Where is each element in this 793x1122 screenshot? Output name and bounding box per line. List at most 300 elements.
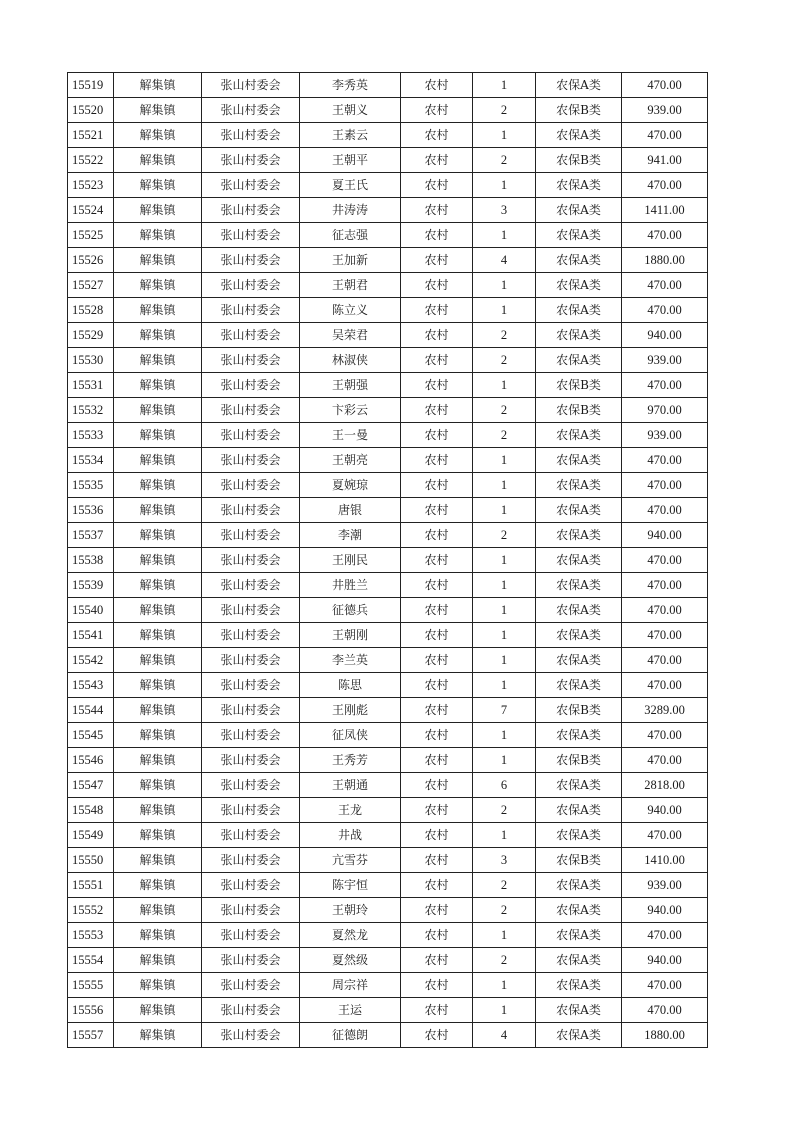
area-cell: 农村 — [401, 173, 473, 198]
insurance-type-cell: 农保A类 — [536, 198, 622, 223]
table-row — [68, 373, 708, 398]
insurance-type-cell: 农保A类 — [536, 798, 622, 823]
amount-cell: 470.00 — [622, 598, 708, 623]
count-cell: 1 — [473, 648, 536, 673]
table-row — [68, 398, 708, 423]
village-cell: 张山村委会 — [202, 998, 300, 1023]
record-id-cell: 15551 — [68, 873, 114, 898]
village-cell: 张山村委会 — [202, 548, 300, 573]
village-cell: 张山村委会 — [202, 223, 300, 248]
record-id-cell: 15526 — [68, 248, 114, 273]
village-cell: 张山村委会 — [202, 148, 300, 173]
insurance-type-cell: 农保A类 — [536, 923, 622, 948]
village-cell: 张山村委会 — [202, 973, 300, 998]
insurance-type-cell: 农保A类 — [536, 873, 622, 898]
name-cell: 王加新 — [300, 248, 401, 273]
name-cell: 吴荣君 — [300, 323, 401, 348]
amount-cell: 470.00 — [622, 923, 708, 948]
count-cell: 4 — [473, 248, 536, 273]
record-id-cell: 15524 — [68, 198, 114, 223]
count-cell: 2 — [473, 98, 536, 123]
town-cell: 解集镇 — [114, 648, 202, 673]
name-cell: 夏王氏 — [300, 173, 401, 198]
insurance-type-cell: 农保A类 — [536, 898, 622, 923]
count-cell: 7 — [473, 698, 536, 723]
area-cell: 农村 — [401, 298, 473, 323]
count-cell: 1 — [473, 373, 536, 398]
insurance-type-cell: 农保A类 — [536, 223, 622, 248]
amount-cell: 470.00 — [622, 973, 708, 998]
name-cell: 周宗祥 — [300, 973, 401, 998]
town-cell: 解集镇 — [114, 98, 202, 123]
village-cell: 张山村委会 — [202, 1023, 300, 1048]
village-cell: 张山村委会 — [202, 498, 300, 523]
insurance-type-cell: 农保A类 — [536, 173, 622, 198]
record-id-cell: 15523 — [68, 173, 114, 198]
record-id-cell: 15519 — [68, 73, 114, 98]
table-row — [68, 73, 708, 98]
name-cell: 井胜兰 — [300, 573, 401, 598]
table-row — [68, 798, 708, 823]
record-id-cell: 15533 — [68, 423, 114, 448]
area-cell: 农村 — [401, 723, 473, 748]
insurance-type-cell: 农保B类 — [536, 698, 622, 723]
name-cell: 征志强 — [300, 223, 401, 248]
count-cell: 1 — [473, 923, 536, 948]
village-cell: 张山村委会 — [202, 848, 300, 873]
count-cell: 2 — [473, 348, 536, 373]
record-id-cell: 15540 — [68, 598, 114, 623]
amount-cell: 470.00 — [622, 723, 708, 748]
table-row — [68, 973, 708, 998]
count-cell: 1 — [473, 173, 536, 198]
name-cell: 王朝通 — [300, 773, 401, 798]
town-cell: 解集镇 — [114, 73, 202, 98]
name-cell: 夏婉琼 — [300, 473, 401, 498]
village-cell: 张山村委会 — [202, 298, 300, 323]
table-row — [68, 948, 708, 973]
area-cell: 农村 — [401, 548, 473, 573]
amount-cell: 470.00 — [622, 573, 708, 598]
village-cell: 张山村委会 — [202, 348, 300, 373]
town-cell: 解集镇 — [114, 623, 202, 648]
name-cell: 夏然龙 — [300, 923, 401, 948]
insurance-type-cell: 农保A类 — [536, 273, 622, 298]
amount-cell: 470.00 — [622, 223, 708, 248]
count-cell: 1 — [473, 548, 536, 573]
town-cell: 解集镇 — [114, 673, 202, 698]
amount-cell: 940.00 — [622, 948, 708, 973]
count-cell: 1 — [473, 823, 536, 848]
name-cell: 亢雪芬 — [300, 848, 401, 873]
village-cell: 张山村委会 — [202, 273, 300, 298]
amount-cell: 470.00 — [622, 123, 708, 148]
name-cell: 征德兵 — [300, 598, 401, 623]
name-cell: 夏然级 — [300, 948, 401, 973]
name-cell: 卞彩云 — [300, 398, 401, 423]
village-cell: 张山村委会 — [202, 823, 300, 848]
village-cell: 张山村委会 — [202, 723, 300, 748]
area-cell: 农村 — [401, 648, 473, 673]
town-cell: 解集镇 — [114, 423, 202, 448]
table-row — [68, 598, 708, 623]
record-id-cell: 15529 — [68, 323, 114, 348]
area-cell: 农村 — [401, 698, 473, 723]
count-cell: 2 — [473, 948, 536, 973]
amount-cell: 470.00 — [622, 473, 708, 498]
village-cell: 张山村委会 — [202, 573, 300, 598]
insurance-type-cell: 农保A类 — [536, 948, 622, 973]
name-cell: 王龙 — [300, 798, 401, 823]
village-cell: 张山村委会 — [202, 673, 300, 698]
area-cell: 农村 — [401, 873, 473, 898]
count-cell: 2 — [473, 873, 536, 898]
town-cell: 解集镇 — [114, 248, 202, 273]
village-cell: 张山村委会 — [202, 698, 300, 723]
count-cell: 2 — [473, 898, 536, 923]
amount-cell: 470.00 — [622, 273, 708, 298]
count-cell: 1 — [473, 273, 536, 298]
area-cell: 农村 — [401, 398, 473, 423]
area-cell: 农村 — [401, 523, 473, 548]
name-cell: 井涛涛 — [300, 198, 401, 223]
insurance-type-cell: 农保A类 — [536, 298, 622, 323]
amount-cell: 470.00 — [622, 673, 708, 698]
area-cell: 农村 — [401, 223, 473, 248]
insurance-type-cell: 农保A类 — [536, 673, 622, 698]
name-cell: 王一曼 — [300, 423, 401, 448]
record-id-cell: 15527 — [68, 273, 114, 298]
village-cell: 张山村委会 — [202, 323, 300, 348]
beneficiary-table — [67, 72, 708, 1048]
count-cell: 1 — [473, 223, 536, 248]
area-cell: 农村 — [401, 123, 473, 148]
area-cell: 农村 — [401, 998, 473, 1023]
record-id-cell: 15544 — [68, 698, 114, 723]
amount-cell: 941.00 — [622, 148, 708, 173]
record-id-cell: 15552 — [68, 898, 114, 923]
table-row — [68, 473, 708, 498]
insurance-type-cell: 农保A类 — [536, 623, 622, 648]
village-cell: 张山村委会 — [202, 923, 300, 948]
town-cell: 解集镇 — [114, 273, 202, 298]
table-row — [68, 498, 708, 523]
table-row — [68, 773, 708, 798]
area-cell: 农村 — [401, 498, 473, 523]
village-cell: 张山村委会 — [202, 73, 300, 98]
village-cell: 张山村委会 — [202, 473, 300, 498]
record-id-cell: 15520 — [68, 98, 114, 123]
town-cell: 解集镇 — [114, 923, 202, 948]
town-cell: 解集镇 — [114, 948, 202, 973]
name-cell: 陈宇恒 — [300, 873, 401, 898]
table-row — [68, 98, 708, 123]
count-cell: 3 — [473, 198, 536, 223]
town-cell: 解集镇 — [114, 373, 202, 398]
name-cell: 王刚民 — [300, 548, 401, 573]
table-row — [68, 423, 708, 448]
table-row — [68, 148, 708, 173]
insurance-type-cell: 农保B类 — [536, 148, 622, 173]
record-id-cell: 15555 — [68, 973, 114, 998]
table-row — [68, 698, 708, 723]
count-cell: 1 — [473, 673, 536, 698]
insurance-type-cell: 农保A类 — [536, 323, 622, 348]
amount-cell: 1880.00 — [622, 1023, 708, 1048]
count-cell: 2 — [473, 523, 536, 548]
count-cell: 1 — [473, 573, 536, 598]
insurance-type-cell: 农保A类 — [536, 573, 622, 598]
area-cell: 农村 — [401, 798, 473, 823]
amount-cell: 470.00 — [622, 73, 708, 98]
village-cell: 张山村委会 — [202, 198, 300, 223]
count-cell: 1 — [473, 623, 536, 648]
town-cell: 解集镇 — [114, 548, 202, 573]
count-cell: 1 — [473, 998, 536, 1023]
name-cell: 王朝平 — [300, 148, 401, 173]
amount-cell: 940.00 — [622, 798, 708, 823]
village-cell: 张山村委会 — [202, 123, 300, 148]
amount-cell: 1411.00 — [622, 198, 708, 223]
record-id-cell: 15522 — [68, 148, 114, 173]
name-cell: 李秀英 — [300, 73, 401, 98]
amount-cell: 470.00 — [622, 298, 708, 323]
count-cell: 1 — [473, 598, 536, 623]
table-row — [68, 223, 708, 248]
area-cell: 农村 — [401, 748, 473, 773]
town-cell: 解集镇 — [114, 823, 202, 848]
area-cell: 农村 — [401, 198, 473, 223]
village-cell: 张山村委会 — [202, 898, 300, 923]
town-cell: 解集镇 — [114, 323, 202, 348]
area-cell: 农村 — [401, 598, 473, 623]
village-cell: 张山村委会 — [202, 648, 300, 673]
amount-cell: 939.00 — [622, 98, 708, 123]
area-cell: 农村 — [401, 248, 473, 273]
name-cell: 林淑侠 — [300, 348, 401, 373]
area-cell: 农村 — [401, 373, 473, 398]
count-cell: 1 — [473, 448, 536, 473]
amount-cell: 3289.00 — [622, 698, 708, 723]
insurance-type-cell: 农保A类 — [536, 498, 622, 523]
area-cell: 农村 — [401, 423, 473, 448]
area-cell: 农村 — [401, 773, 473, 798]
area-cell: 农村 — [401, 923, 473, 948]
record-id-cell: 15521 — [68, 123, 114, 148]
table-row — [68, 248, 708, 273]
village-cell: 张山村委会 — [202, 948, 300, 973]
record-id-cell: 15525 — [68, 223, 114, 248]
insurance-type-cell: 农保A类 — [536, 598, 622, 623]
table-row — [68, 173, 708, 198]
insurance-type-cell: 农保A类 — [536, 473, 622, 498]
record-id-cell: 15528 — [68, 298, 114, 323]
village-cell: 张山村委会 — [202, 98, 300, 123]
town-cell: 解集镇 — [114, 523, 202, 548]
amount-cell: 470.00 — [622, 748, 708, 773]
record-id-cell: 15539 — [68, 573, 114, 598]
town-cell: 解集镇 — [114, 573, 202, 598]
village-cell: 张山村委会 — [202, 873, 300, 898]
table-row — [68, 198, 708, 223]
record-id-cell: 15531 — [68, 373, 114, 398]
record-id-cell: 15545 — [68, 723, 114, 748]
record-id-cell: 15554 — [68, 948, 114, 973]
table-row — [68, 648, 708, 673]
insurance-type-cell: 农保A类 — [536, 973, 622, 998]
table-row — [68, 123, 708, 148]
amount-cell: 470.00 — [622, 448, 708, 473]
area-cell: 农村 — [401, 823, 473, 848]
name-cell: 征德朗 — [300, 1023, 401, 1048]
amount-cell: 940.00 — [622, 898, 708, 923]
village-cell: 张山村委会 — [202, 398, 300, 423]
area-cell: 农村 — [401, 898, 473, 923]
amount-cell: 470.00 — [622, 998, 708, 1023]
town-cell: 解集镇 — [114, 973, 202, 998]
table-row — [68, 923, 708, 948]
count-cell: 6 — [473, 773, 536, 798]
name-cell: 王朝强 — [300, 373, 401, 398]
insurance-type-cell: 农保B类 — [536, 748, 622, 773]
town-cell: 解集镇 — [114, 298, 202, 323]
count-cell: 4 — [473, 1023, 536, 1048]
record-id-cell: 15537 — [68, 523, 114, 548]
insurance-type-cell: 农保A类 — [536, 448, 622, 473]
count-cell: 1 — [473, 73, 536, 98]
table-row — [68, 273, 708, 298]
insurance-type-cell: 农保A类 — [536, 348, 622, 373]
insurance-type-cell: 农保A类 — [536, 773, 622, 798]
town-cell: 解集镇 — [114, 698, 202, 723]
area-cell: 农村 — [401, 323, 473, 348]
amount-cell: 1410.00 — [622, 848, 708, 873]
table-row — [68, 298, 708, 323]
name-cell: 征凤侠 — [300, 723, 401, 748]
record-id-cell: 15547 — [68, 773, 114, 798]
town-cell: 解集镇 — [114, 198, 202, 223]
area-cell: 农村 — [401, 673, 473, 698]
amount-cell: 470.00 — [622, 548, 708, 573]
amount-cell: 1880.00 — [622, 248, 708, 273]
name-cell: 井战 — [300, 823, 401, 848]
record-id-cell: 15535 — [68, 473, 114, 498]
area-cell: 农村 — [401, 973, 473, 998]
record-id-cell: 15557 — [68, 1023, 114, 1048]
village-cell: 张山村委会 — [202, 373, 300, 398]
table-row — [68, 848, 708, 873]
insurance-type-cell: 农保B类 — [536, 373, 622, 398]
count-cell: 2 — [473, 798, 536, 823]
insurance-type-cell: 农保B类 — [536, 398, 622, 423]
village-cell: 张山村委会 — [202, 448, 300, 473]
name-cell: 王素云 — [300, 123, 401, 148]
insurance-type-cell: 农保A类 — [536, 823, 622, 848]
count-cell: 3 — [473, 848, 536, 873]
table-row — [68, 823, 708, 848]
town-cell: 解集镇 — [114, 723, 202, 748]
insurance-type-cell: 农保A类 — [536, 123, 622, 148]
amount-cell: 2818.00 — [622, 773, 708, 798]
name-cell: 陈思 — [300, 673, 401, 698]
town-cell: 解集镇 — [114, 773, 202, 798]
record-id-cell: 15553 — [68, 923, 114, 948]
town-cell: 解集镇 — [114, 448, 202, 473]
count-cell: 2 — [473, 323, 536, 348]
town-cell: 解集镇 — [114, 873, 202, 898]
amount-cell: 939.00 — [622, 423, 708, 448]
record-id-cell: 15542 — [68, 648, 114, 673]
count-cell: 1 — [473, 498, 536, 523]
table-row — [68, 723, 708, 748]
insurance-type-cell: 农保B类 — [536, 98, 622, 123]
town-cell: 解集镇 — [114, 998, 202, 1023]
area-cell: 农村 — [401, 73, 473, 98]
amount-cell: 940.00 — [622, 523, 708, 548]
count-cell: 1 — [473, 298, 536, 323]
name-cell: 李潮 — [300, 523, 401, 548]
table-body — [68, 73, 708, 1048]
record-id-cell: 15534 — [68, 448, 114, 473]
name-cell: 李兰英 — [300, 648, 401, 673]
area-cell: 农村 — [401, 473, 473, 498]
record-id-cell: 15549 — [68, 823, 114, 848]
town-cell: 解集镇 — [114, 223, 202, 248]
amount-cell: 470.00 — [622, 648, 708, 673]
town-cell: 解集镇 — [114, 498, 202, 523]
village-cell: 张山村委会 — [202, 173, 300, 198]
amount-cell: 470.00 — [622, 173, 708, 198]
table-row — [68, 573, 708, 598]
count-cell: 2 — [473, 148, 536, 173]
insurance-type-cell: 农保A类 — [536, 423, 622, 448]
record-id-cell: 15556 — [68, 998, 114, 1023]
town-cell: 解集镇 — [114, 173, 202, 198]
insurance-type-cell: 农保B类 — [536, 848, 622, 873]
table-row — [68, 998, 708, 1023]
area-cell: 农村 — [401, 623, 473, 648]
town-cell: 解集镇 — [114, 398, 202, 423]
town-cell: 解集镇 — [114, 898, 202, 923]
town-cell: 解集镇 — [114, 798, 202, 823]
village-cell: 张山村委会 — [202, 623, 300, 648]
amount-cell: 939.00 — [622, 873, 708, 898]
record-id-cell: 15550 — [68, 848, 114, 873]
name-cell: 陈立义 — [300, 298, 401, 323]
table-row — [68, 1023, 708, 1048]
table-row — [68, 898, 708, 923]
area-cell: 农村 — [401, 948, 473, 973]
record-id-cell: 15548 — [68, 798, 114, 823]
name-cell: 王朝刚 — [300, 623, 401, 648]
town-cell: 解集镇 — [114, 148, 202, 173]
area-cell: 农村 — [401, 348, 473, 373]
record-id-cell: 15530 — [68, 348, 114, 373]
insurance-type-cell: 农保A类 — [536, 523, 622, 548]
record-id-cell: 15543 — [68, 673, 114, 698]
area-cell: 农村 — [401, 573, 473, 598]
amount-cell: 970.00 — [622, 398, 708, 423]
table-row — [68, 673, 708, 698]
table-row — [68, 323, 708, 348]
area-cell: 农村 — [401, 848, 473, 873]
count-cell: 1 — [473, 473, 536, 498]
insurance-type-cell: 农保A类 — [536, 73, 622, 98]
village-cell: 张山村委会 — [202, 523, 300, 548]
town-cell: 解集镇 — [114, 123, 202, 148]
insurance-type-cell: 农保A类 — [536, 248, 622, 273]
name-cell: 王朝亮 — [300, 448, 401, 473]
